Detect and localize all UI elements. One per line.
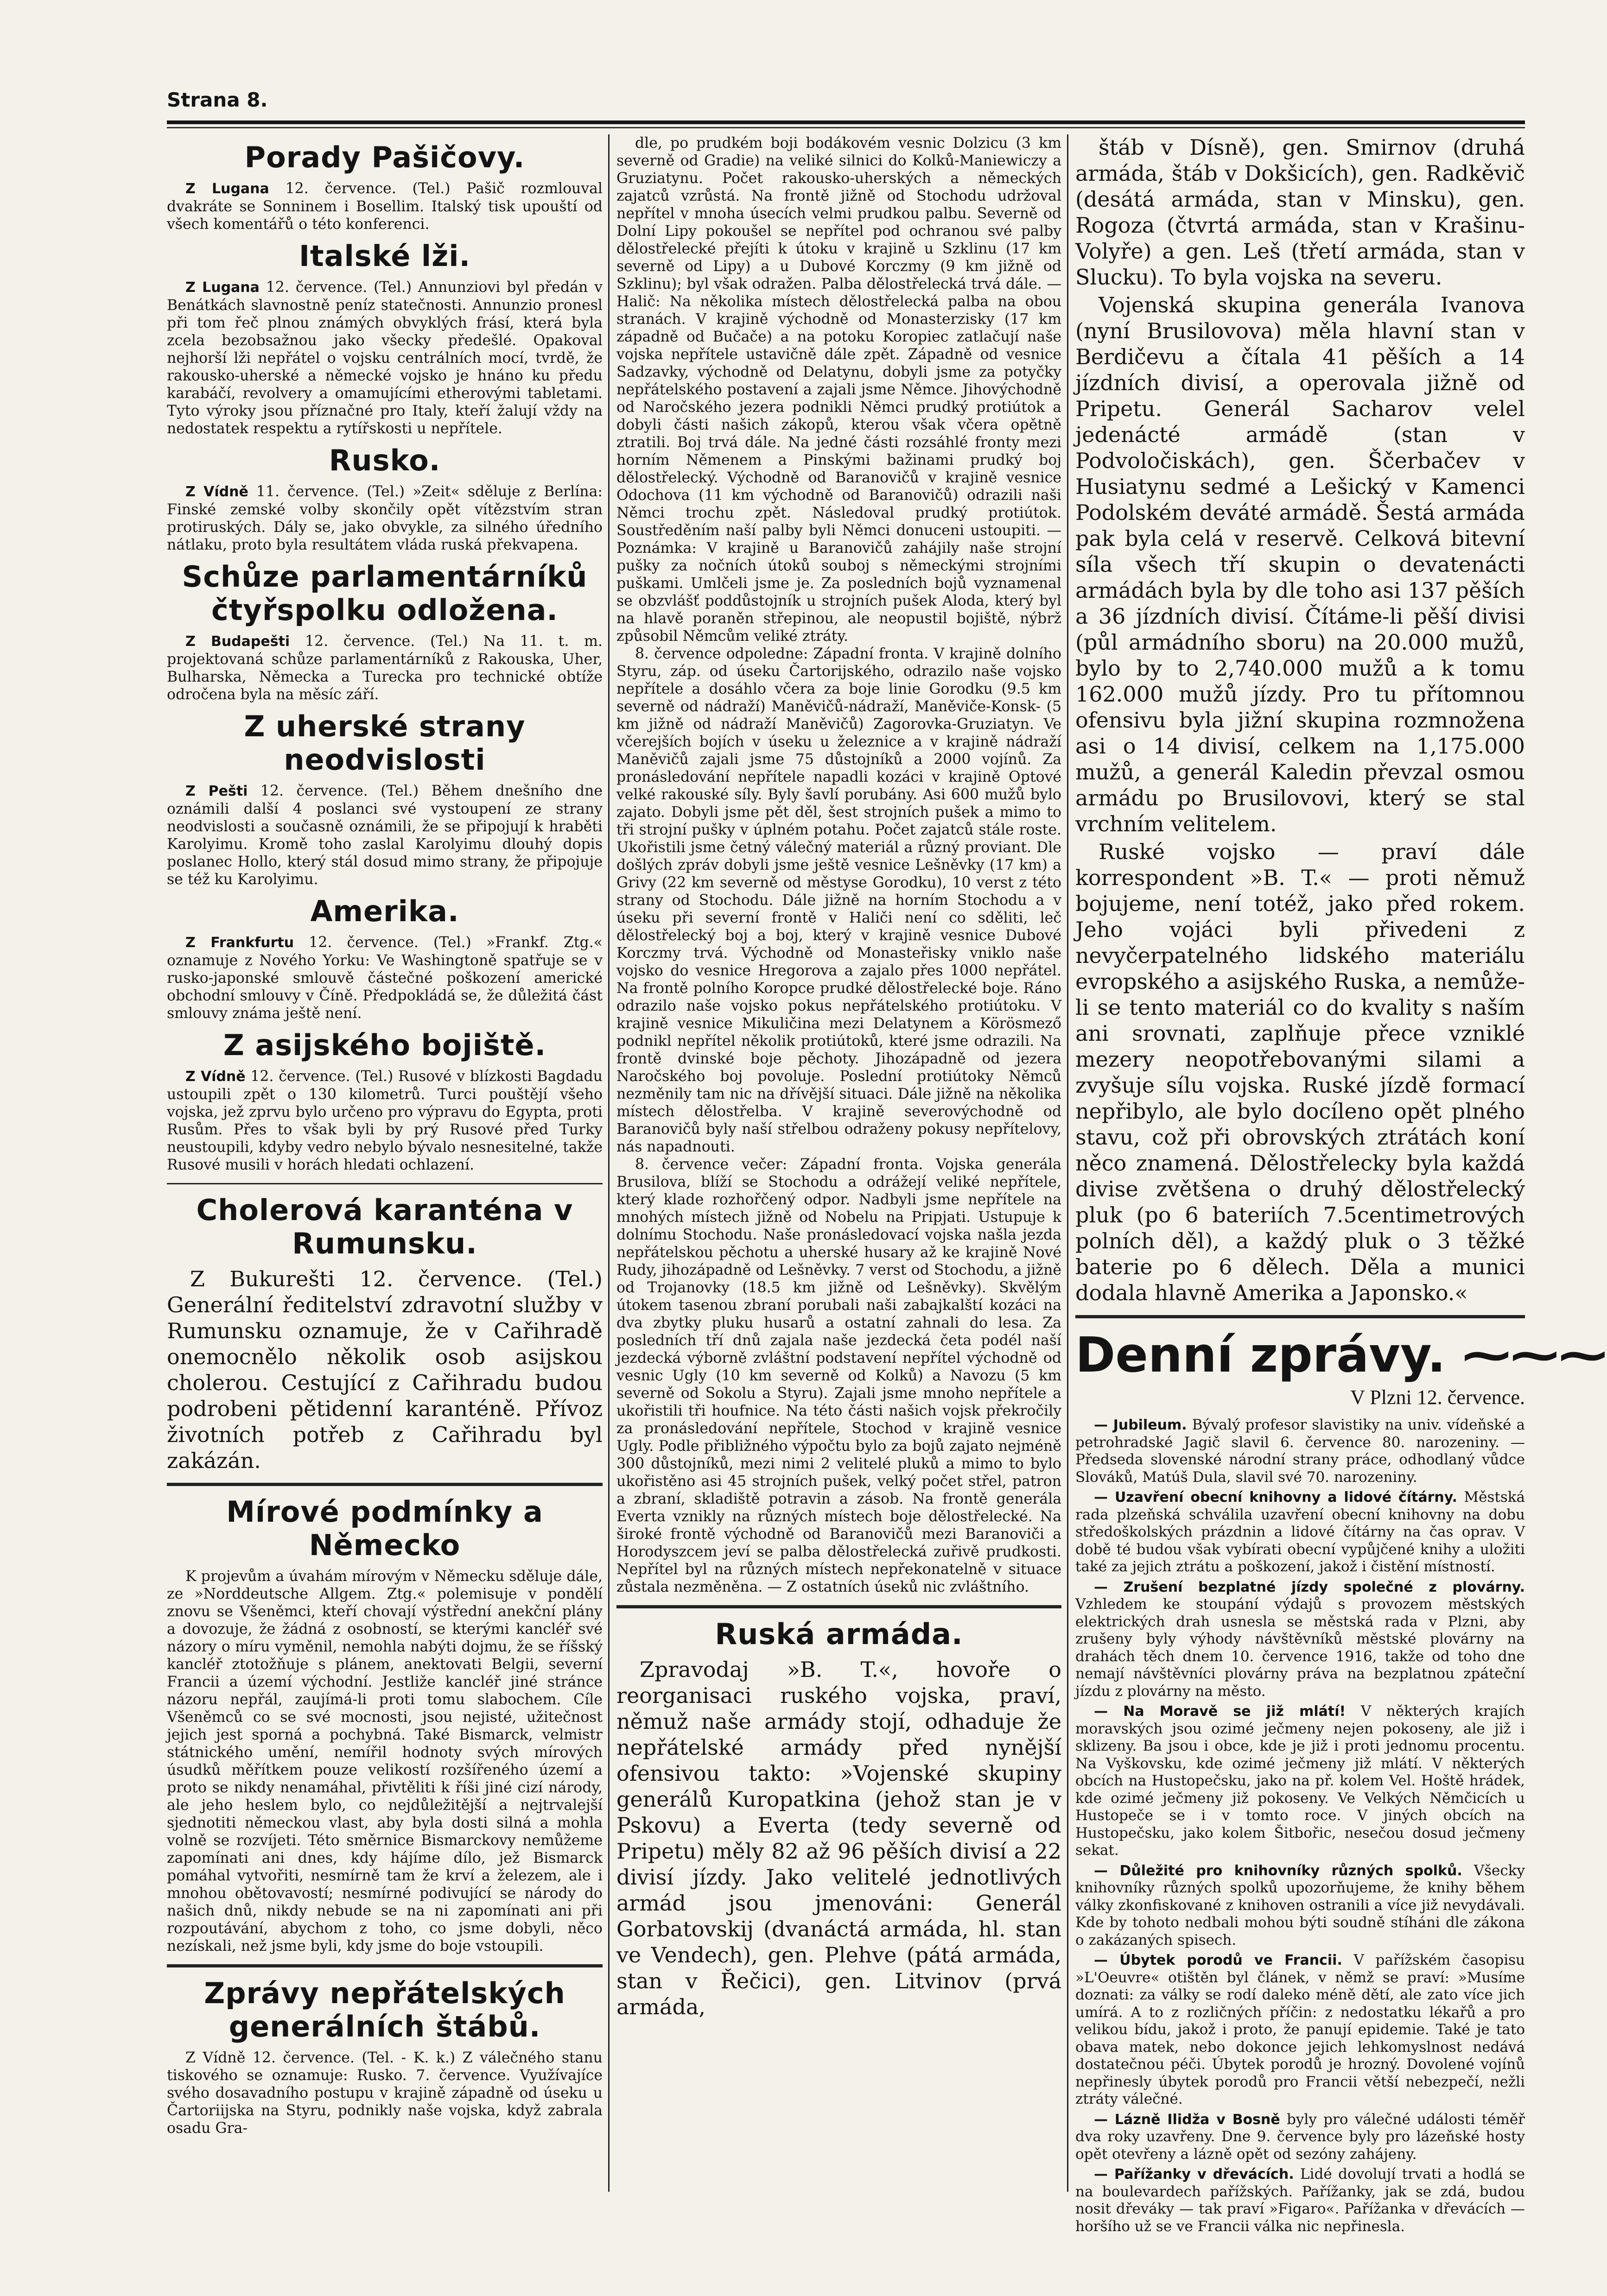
article-body [167,1068,603,1174]
column-divider [1067,134,1068,2192]
article-text: 11. července. (Tel.) »Zeit« sděluje z Berlína: Finské zemské volby skončily opět vítězstvím stran protiruských. Dály se, jako obvykle, za silného úředního nátlaku, proto byla resultátem vláda ruská překvapena. [167,483,603,553]
news-item-text: Všecky knihovníky různých spolků upozorňujeme, že knihy během války zkonfiskované z knihoven ostranili a více již nevydávali. Kde by tohoto nedbali mohou býti soudně stíháni dle zákona o zakázaných spisech. [1075,1862,1525,1948]
article-separator [167,1183,603,1184]
news-item [1075,1417,1525,1486]
article-body [167,934,603,1022]
paragraph: 8. července večer: Západní fronta. Vojska generála Brusilova, blíží se Stochodu a odrážejí veliké nepřítele, který klade rozhořčený odpor. Nadbyli jsme nepřítele na mnohých místech jižně od Nobelu na Pripjati. Ustupuje k dolnímu Stochodu. Naše pronásledovací vojska našla jezda nepřátelskou pěchotu a uherské husary až ke krajině Nové Rudy, jihozápadně od Lešněvky. 7 verst od Stochodu, a jižně od Trojanovky (18.5 km jižně od Lešněvky). Skvělým útokem tasenou zbraní porubali naši zabajkalští kozáci na dva zbytky pluku husarů a ostatní zahnali do lesa. Za posledních tří dnů zajala naše jezdecká četa podél naší jezdecká výborně zvláštní podstavení nepřítel východně od vesnic Ugly (10 km severně od Kolků) a Navozu (5 km severně od Sokolu a Styru). Zajali jsme mnoho nepřítele a ukořistili tři houfnice. Na této části našich vojsk překročily za pronásledování nepřítele, Stochod v krajině vesnice Ugly. Podle přibližného výpočtu bylo za bojů zajato nejméně 300 důstojníků, mezi nimi 2 velitelé pluků a mimo to bylo ukořistěno asi 45 strojních pušek, velký počet střel, patron a zbraní, skladiště potravin a zásob. Na frontě generála Everta vznikly na různých místech boje dělostřelecké. Na široké frontě východně od Baranovičů mezi Baranoviči a Horodyszcem jeví se palba dělostřelecká zuřivě prudkosti. Nepřítel byl na různých místech nepřekonatelně v situace zůstala nezměněna. — Z ostatních úseků nic zvláštního. [616,1156,1061,1595]
article [167,1029,603,1174]
article-separator [616,1605,1061,1608]
article-body [167,782,603,888]
header-subrule [167,127,1525,128]
news-item [1075,1862,1525,1949]
article-cholera [167,1194,603,1474]
column-divider [608,134,610,2192]
news-item-text: Lidé dovolují trvati a hodlá se na boulevardech pařížských. Pařížanky, jak se zdá, budou nosit dřeváky — tak praví »Figaro«. Pařížanka v dřevácích — horšího už se ve Francii válka nic nepřinesla. [1075,2166,1525,2235]
news-item-text: V některých krajích moravských jsou ozimé ječmeny nejen pokoseny, ale již i sklizeny. Ba jsou i obce, kde je již i proti jednomu procentu. Na Vyškovsku, kde ozimé ječmeny již mlátí. V některých obcích na Hustopečsku, jako na př. kolem Vel. Hoště hrádek, kde ozimé ječmeny již pokoseny. Ve Velkých Němčicích u Hustopeče se i v tomto roce. V jiných obcích na Hustopečsku, jako kolem Šitbořic, nesečou dosud ječmeny sekat. [1075,1703,1525,1859]
headline: Z asijského bojiště. [223,1028,546,1062]
news-item-heading: — Na Moravě se již mlátí! [1094,1703,1346,1720]
news-item-heading: — Úbytek porodů ve Francii. [1094,1952,1342,1968]
article [167,895,603,1022]
article-ruska-armada [616,1618,1061,2020]
dateline: Z Pešti [185,783,248,799]
column-3 [1075,134,1607,2235]
column-1-articles [167,141,603,1174]
news-item [1075,1952,1525,2108]
article-text: 12. července. (Tel.) Annunziovi byl předán v Benátkách slavnostně peníz statečnosti. Annunzio pronesl při tom řeč plnou známých obvyklých frásí, která byla zcela bezobsažnou jako všecky předešlé. Opakoval nejhorší lži nepřátel o vojsku centrálních mocí, tvrdě, že rakousko-uherské a německé vojsko je hnáno ku předu karabáčí, revolvery a omamujícími etherovými tabletami. Tyto výroky jsou příznačné pro Italy, kteří žalují vždy na nedostatek respektu a rytířskosti u nepřítele. [167,279,603,437]
news-item-heading: — Pařížanky v dřevácích. [1094,2166,1294,2182]
article [167,141,603,233]
dateline: Z Budapešti [185,633,290,650]
article-body [167,483,603,554]
headline-ruska-armada: Ruská armáda. [715,1617,963,1651]
article-separator [167,1483,603,1486]
paragraph: 8. července odpoledne: Západní fronta. V krajině dolního Styru, záp. od úseku Čartorijského, odrazilo naše vojsko nepřítele a dosáhlo včera za boje linie Gorodku (9.5 km severně od nádraží) Maněvičů-nádraží, Maněviče-Konsk- (5 km jižně od nádraží Maněvičů) Zagorovka-Gruziatyn. Ve včerejších bojích v úseku u železnice a v krajině nádraží Maněvičů zajali jsme 75 důstojníků a 2000 vojínů. Za pronásledování nepřítele napadli kozáci v krajině Optové velké rakouské síly. Byly šavlí porubány. Asi 600 mužů bylo zajato. Dobyli jsme pět děl, šest strojních pušek a mimo to tři strojní pušky v úplném potahu. Počet zajatců stále roste. Ukořistili jsme četný válečný materiál a různý proviant. Dle došlých zpráv dobyli jsme ještě vesnice Lešněvky (17 km) a Grivy (22 km severně od městyse Gorodku), 10 verst z této strany od Stochodu. Dále jižně na horním Stochodu a v úseku při severní frontě v Haliči není co sděliti, leč dělostřelecký boj a boj, který v krajině vesnice Dubové Korczmy trvá. Východně od Monasteřisky vniklo naše vojsko do vesnice Hregorova a zajalo přes 1000 nepřátel. Na frontě polního Koropce prudké dělostřelecké boje. Ráno odrazilo naše vojsko pokus nepřátelského protiútoku. V krajině vesnice Mikuličina mezi Delatynem a Körösmező podnikl nepřítel několik protiútoků, které jsme odrazili. Na frontě dvinské boje pěchoty. Jihozápadně od jezera Naročského boj povoluje. Poslední protiútoky Němců nezměnily tam nic na dřívější situaci. Dále jižně na několika místech dělostřelba. V krajině severovýchodně od Baranovičů byly naší střelbou odraženy pokusy nepřítelovy, nás napadnouti. [616,645,1061,1155]
article-body [167,633,603,703]
news-item-heading: — Lázně Ilidža v Bosně [1094,2111,1280,2128]
news-item-text: Městská rada plzeňská schválila uzavření obecní knihovny na dobu středoškolských prázdnin a lidové čítárny na čas oprav. V době té budou však vybírati obecní vypůjčené knihy a uložiti také za jejich ztrátu a poškození, jakož i čistění místností. [1075,1489,1525,1575]
dateline: Z Frankfurtu [185,935,294,951]
paragraph: Ruské vojsko — praví dále korrespondent »B. T.« — proti němuž bojujeme, není totéž, jako před rokem. Jeho vojáci byli přivedeni z nevyčerpatelného lidského materiálu evropského a asijského Ruska, a nemůže-li se tento materiál co do kvality s naším ani srovnati, zaplňuje přece vzniklé mezery neopotřebovanými silami a zvyšuje sílu vojska. Ruské jízdě formací nepřibylo, ale bylo docíleno opět plného stavu, což při obrovských ztrátách koní něco znamená. Dělostřelecky byla každá divise zvětšena o druhý dělostřelecký pluk (po 6 bateriích 7.5centimetrových polních děl), a každý pluk o 3 těžké baterie po 6 dělech. Děla a munici dodala hlavně Amerika a Japonsko.« [1075,839,1525,1305]
article-text: 12. července. (Tel.) »Frankf. Ztg.« oznamuje z Nového Yorku: Ve Washingtoně spatřuje se v rusko-japonské smlouvě částečné poškození americké obchodní smlouvy v Číně. Předpokládá se, že důležitá část smlouvy známa ještě není. [167,934,603,1022]
article-mirove [167,1495,603,1955]
section-separator [1075,1315,1525,1318]
news-item-text: Vzhledem ke stoupání výdajů s provozem městských elektrických drah usnesla se městská rada v Plzni, aby zrušeny byly výhody návštěvníků městské plovárny na drahách těch dnem 10. července 1916, takže od toho dne nemají návštěvníci plovárny práva na bezplatnou zpáteční jízdu z plovárny na město. [1075,1596,1525,1700]
title-ornament: ⁓⁓⁓ [1462,1327,1607,1383]
article [167,240,603,437]
article-body: K projevům a úvahám mírovým v Německu sděluje dále, ze »Norddeutsche Allgem. Ztg.« polemisuje v pondělí znovu se Všeněmci, kteří chovají výstřední anekční plány a dovozuje, že žádná z osobností, se kterými kancléř své názory o míru vyměnil, nemohla nabýti dojmu, že se říšský kancléř ztotožňuje s plánem, anektovati Belgii, severní Francii a území východní. Jestliže kancléř jiné stránce názoru nepřál, zaujímá-li proti tomu slabochem. Cíle Všeněmců co se své mocnosti, jsou nejisté, užitečnost jejich jest sporná a pochybná. Také Bismarck, velmistr státnického umění, nemířil hodnoty svých mírových úsudků měřítkem pouze velikostí rozšířeného území a proto se nikdy nenamáhal, přivtěliti k říši jiné cizí národy, ale jeho heslem bylo, co nejdůležitější a nejtrvalejší sjednotiti německou vlast, aby byla dosti silná a mohla volně se rozvíjeti. Této směrnice Bismarckovy nemůžeme zapomínati ani dnes, kdy hájíme dílo, jež Bismarck pomáhal vytvořiti, nesmírně tam že krví a železem, ale i mnohou obětovavostí; nesmírné podivující se národy do našich dnů, nikdy nebude se na ni zapomínati ani při rozpoutávání, abychom z toho, co jsme dobyli, něco nezískali, než jsme byli, kdy jsme do boje vstoupili. [167,1568,603,1954]
article-body: Z Vídně 12. července. (Tel. - K. k.) Z válečného stanu tiskového se oznamuje: Rusko. 7. července. Využívajíce svého dosavadního postupu v krajině západně od úseku u Čartoriijska na Styru, podnikly naše vojska, když zabrala osadu Gra- [167,2049,603,2137]
news-item [1075,2166,1525,2235]
article-body: Z Bukurešti 12. července. (Tel.) Generální ředitelství zdravotní služby v Rumunsku oznamuje, že v Cařihradě onemocnělo několik osob asijskou cholerou. Cestující z Cařihradu budou podrobeni pětidenní karanténě. Přívoz životních potřeb z Cařihradu byl zakázán. [167,1266,603,1473]
headline: Z uherské strany neodvislosti [244,709,526,777]
article [167,710,603,888]
news-item-heading: — Uzavření obecní knihovny a lidové čítárny. [1094,1489,1457,1505]
section-denni-zpravy [1075,1327,1607,2235]
article-body: Zpravodaj »B. T.«, hovoře o reorganisaci ruského vojska, praví, němuž naše armády stojí, odhaduje že nepřátelské armády před nynější ofensivou takto: »Vojenské skupiny generálů Kuropatkina (jehož stan je v Pskovu) a Everta (tedy severně od Pripetu) měly 82 až 96 pěších divisí a 22 divisí jízdy. Jako velitelé jednotlivých armád jsou jmenováni: Generál Gorbatovskij (dvanáctá armáda, hl. stan ve Vendech), gen. Plehve (pátá armáda, stan v Řečici), gen. Litvinov (prvá armáda, [616,1657,1061,2019]
article-text: 12. července. (Tel.) Na 11. t. m. projektovaná schůze parlamentárníků z Rakouska, Uher, Bulharska, Německa a Turecka pro technické obtíže odročena byla na měsíc září. [167,633,603,703]
news-item-heading: — Zrušení bezplatné jízdy společné z plovárny. [1094,1579,1525,1595]
article [167,560,603,703]
article-separator [167,1964,603,1967]
article-text: 12. července. (Tel.) Rusové v blízkosti Bagdadu ustoupili zpět o 130 kilometrů. Turci pouštějí všeho vojska, jež zprvu bylo určeno pro výpravu do Egypta, proti Rusům. Přes to však byli by prý Rusové před Turky neustoupili, kdyby vedro nebylo bývalo nesnesitelné, takže Rusové musili v horách hledati ochlazení. [167,1068,603,1173]
news-items [1075,1417,1525,2235]
article-zpravy [167,1977,603,2137]
news-item [1075,2111,1525,2163]
page-number-label: Strana 8. [167,89,268,111]
headline: Amerika. [310,894,459,928]
news-item [1075,1489,1525,1576]
war-report-continued [616,134,1061,1596]
paragraph: štáb v Dísně), gen. Smirnov (druhá armáda, štáb v Dokšicích), gen. Radkěvič (desátá armáda, stan v Minsku), gen. Rogoza (čtvrtá armáda, stan v Krašinu-Volyře) a gen. Leš (třetí armáda, stan v Slucku). To byla vojska na severu. [1075,135,1525,290]
dateline: Z Vídně [185,1069,246,1085]
section-title [1075,1327,1607,1383]
paragraph: dle, po prudkém boji bodákovém vesnic Dolzicu (3 km severně od Gradie) na veliké silnici do Kolků-Maniewiczy a Gruziatynu. Počet rakousko-uherských a německých zajatců vzrůstá. Na frontě jižně od Stochodu udržoval nepřítel v mnoha úsecích velmi prudkou palbu. Severně od Dolní Lipy pokoušel se nepřítel pod ochranou své palby dělostřelecké přejíti k útoku v krajině u Szklinu (17 km severně od Lipy) a u Dubové Korczmy (9 km jižně od Szklinu); byl však odražen. Palba dělostřelecká trvá dále. — Halič: Na několika místech dělostřelecká palba na obou stranách. V krajině východně od Monasterzisky (17 km západně od Bučače) a na potoku Koropiec zatlačují naše vojska nepřítele ustavičně dále zpět. Západně od vesnice Sadzavky, východně od Delatynu, dobyli jsme za potyčky nepřátelského postavení a zajali jsme Němce. Jihovýchodně od Naročského jezera podnikli Němci prudký protiútok a dobyli části našich zákopů, kterou však včera opětně ztratili. Boj trvá dále. Na jedné části rozsáhlé fronty mezi horním Němenem a Pinskými bažinami prudký boj dělostřelecký. Východně od Baranovičů v krajině vesnice Odochova (11 km východně od Baranovičů) odrazili naši Němci trochu zpět. Následoval prudký protiútok. Soustředěním naší palby byli Němci donuceni ustoupiti. — Poznámka: V krajině u Baranovičů zahájily naše strojní pušky za nočních útoků souboj s německými strojními puškami. Umlčeli jsme je. Za posledních bojů vyznamenal se obzvlášť poddůstojník u strojních pušek Aloda, který byl na hlavě poraněn střepinou, ale neopustil bojiště, nýbrž způsobil Němcům veliké ztráty. [616,135,1061,645]
column-2 [616,134,1061,2201]
headline-cholera: Cholerová karanténa v Rumunsku. [196,1193,573,1260]
headline: Italské lži. [299,239,471,273]
paragraph: Vojenská skupina generála Ivanova (nyní Brusilovova) měla hlavní stan v Berdičevu a čítala 41 pěších a 14 jízdních divisí, a operovala jižně od Pripetu. Generál Sacharov velel jedenácté armádě (stan v Podvoločiskách), gen. Ščerbačev v Husiatynu sedmé a Lešický v Kamenci Podolském deváté armádě. Šestá armáda pak byla celá v reservě. Celková bitevní síla všech tří skupin o devatenácti armádách byla by dle toho asi 137 pěších a 36 jízdních divisí. Čítáme-li pěší divisi (půl armádního sboru) na 20.000 mužů, bylo by to 2,740.000 mužů a k tomu 162.000 mužů jízdy. Pro tu přítomnou ofensivu byla jižní skupina rozmnožena asi o 14 divisí, celkem na 1,175.000 mužů, a generál Kaledin převzal osmou armádu po Brusilovovi, který se stal vrchním velitelem. [1075,292,1525,836]
headline: Schůze parlamentárníků čtyřspolku odložena. [182,560,588,627]
header-rule [167,120,1525,124]
article-body [167,180,603,233]
news-item-text: byly pro válečné události téměř dva roky uzavřeny. Dne 9. července byly pro lázeňské hosty opět otevřeny a lázně opět od sezóny zahájeny. [1075,2111,1525,2163]
column-1 [167,134,603,2220]
news-item-text: V pařížském časopisu »L'Oeuvre« otištěn byl článek, v němž se praví: »Musíme doznati: za války se rodí daleko méně dětí, ale zato více jich umírá. A to z rozličných příčin: z nedostatku lékařů a pro velikou bídu, jakož i proto, že panují epidemie. Také je tato obava matek, nebo dokonce jejich lehkomyslnost nedává dostatečnou péči. Úbytek porodů je hrozný. Dovolené vojínů nepřinesly úbytek porodů pro Francii větší nebezpečí, nežli ztráty válečné. [1075,1952,1525,2107]
news-item [1075,1579,1525,1701]
dateline: Z Lugana [185,181,269,197]
news-item [1075,1703,1525,1860]
article-text: 12. července. (Tel.) Pašič rozmlouval dvakráte se Sonninem i Bosellim. Italský tisk upouští od všech komentářů o této konferenci. [167,180,603,233]
article-body [167,278,603,437]
section-dateline: V Plzni 12. července. [1350,1386,1525,1409]
section-title-text: Denní zprávy. [1075,1327,1446,1383]
news-item-heading: — Jubileum. [1094,1417,1187,1433]
news-item-text: Bývalý profesor slavistiky na univ. vídeňské a petrohradské Jagič slavil 6. července 80. narozeniny. — Předseda slovenské národní strany práce, odhodlaný vůdce Slováků, Matúš Dula, slavil své 70. narozeniny. [1075,1417,1525,1486]
dateline: Z Vídně [185,484,248,500]
ruska-armada-continued [1075,134,1525,1306]
page-header [167,86,1525,114]
headline-mirove: Mírové podmínky a Německo [226,1495,543,1562]
article-text: 12. července. (Tel.) Během dnešního dne oznámili další 4 poslanci své vystoupení ze strany neodvislosti a současně oznámili, že se připojují k hraběti Karolyimu. Kromě toho zaslal Karolyimu dlouhý dopis poslanec Hollo, který stál dosud mimo strany, že připojuje se též ku Karolyimu. [167,783,603,888]
dateline: Z Lugana [185,279,260,296]
headline: Rusko. [329,443,441,477]
headline: Porady Pašičovy. [244,140,525,174]
article [167,444,603,554]
headline-zpravy: Zprávy nepřátelských generálních štábů. [204,1976,565,2043]
news-item-heading: — Důležité pro knihovníky různých spolků. [1094,1862,1462,1879]
